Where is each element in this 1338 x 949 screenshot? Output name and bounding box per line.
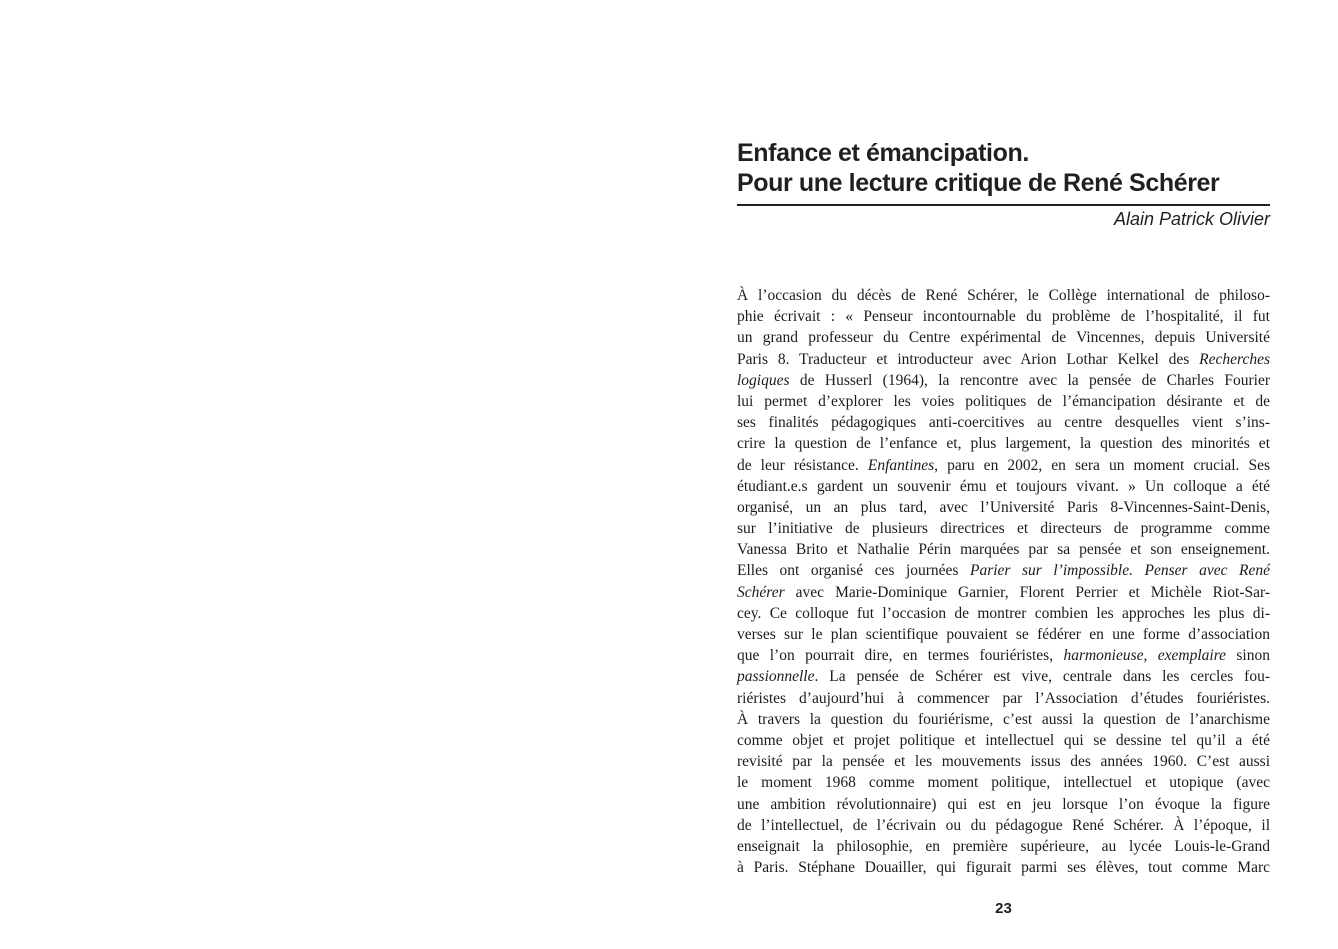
text-line: sur l’initiative de plusieurs directrices et directeurs de programme comme (737, 520, 1270, 538)
text-line: Vanessa Brito et Nathalie Périn marquées par sa pensée et son enseignement. (737, 541, 1270, 559)
text-line: revisité par la pensée et les mouvements issus des années 1960. C’est aussi (737, 753, 1270, 771)
text-line: phie écrivait : « Penseur incontournable du problème de l’hospitalité, il fut (737, 308, 1270, 326)
text-line: À travers la question du fouriérisme, c’est aussi la question de l’anarchisme (737, 710, 1270, 728)
text-line: comme objet et projet politique et intellectuel qui se dessine tel qu’il a été (737, 731, 1270, 749)
article-body (737, 285, 1270, 878)
text-line: passionnelle. La pensée de Schérer est vive, centrale dans les cercles fou- (737, 668, 1270, 686)
text-line: de l’intellectuel, de l’écrivain ou du pédagogue René Schérer. À l’époque, il (737, 816, 1270, 834)
text-line: organisé, un an plus tard, avec l’Université Paris 8-Vincennes-Saint-Denis, (737, 498, 1270, 516)
page-number: 23 (995, 900, 1012, 917)
text-line: de leur résistance. Enfantines, paru en 2002, en sera un moment crucial. Ses (737, 456, 1270, 474)
title-line-1: Enfance et émancipation. (737, 139, 1029, 167)
title-line-2: Pour une lecture critique de René Schérer (737, 169, 1220, 197)
text-line: étudiant.e.s gardent un souvenir ému et toujours vivant. » Un colloque a été (737, 477, 1270, 495)
text-line: crire la question de l’enfance et, plus largement, la question des minorités et (737, 435, 1270, 453)
text-line: logiques de Husserl (1964), la rencontre avec la pensée de Charles Fourier (737, 371, 1270, 389)
text-line: À l’occasion du décès de René Schérer, le Collège international de philoso- (737, 287, 1270, 304)
text-line: que l’on pourrait dire, en termes fouriéristes, harmonieuse, exemplaire sinon (737, 647, 1270, 665)
title-divider (737, 204, 1270, 206)
author-byline: Alain Patrick Olivier (1113, 209, 1270, 229)
page-title (737, 138, 1270, 198)
text-column (737, 0, 1270, 949)
text-line: Elles ont organisé ces journées Parier sur l’impossible. Penser avec René (737, 562, 1270, 580)
text-line: un grand professeur du Centre expérimental de Vincennes, depuis Université (737, 329, 1270, 347)
text-line: le moment 1968 comme moment politique, intellectuel et utopique (avec (737, 774, 1270, 792)
text-line: une ambition révolutionnaire) qui est en jeu lorsque l’on évoque la figure (737, 795, 1270, 813)
text-line: Paris 8. Traducteur et introducteur avec Arion Lothar Kelkel des Recherches (737, 350, 1270, 368)
text-line: ses finalités pédagogiques anti-coercitives au centre desquelles vient s’ins- (737, 414, 1270, 432)
text-line: à Paris. Stéphane Douailler, qui figurait parmi ses élèves, tout comme Marc (737, 859, 1270, 877)
text-line: Schérer avec Marie-Dominique Garnier, Florent Perrier et Michèle Riot-Sar- (737, 583, 1270, 601)
text-line: enseignait la philosophie, en première supérieure, au lycée Louis-le-Grand (737, 837, 1270, 855)
text-line: cey. Ce colloque fut l’occasion de montrer combien les approches les plus di- (737, 604, 1270, 622)
text-line: lui permet d’explorer les voies politiques de l’émancipation désirante et de (737, 392, 1270, 410)
text-line: riéristes d’aujourd’hui à commencer par l’Association d’études fouriéristes. (737, 689, 1270, 707)
text-line: verses sur le plan scientifique pouvaient se fédérer en une forme d’association (737, 626, 1270, 643)
